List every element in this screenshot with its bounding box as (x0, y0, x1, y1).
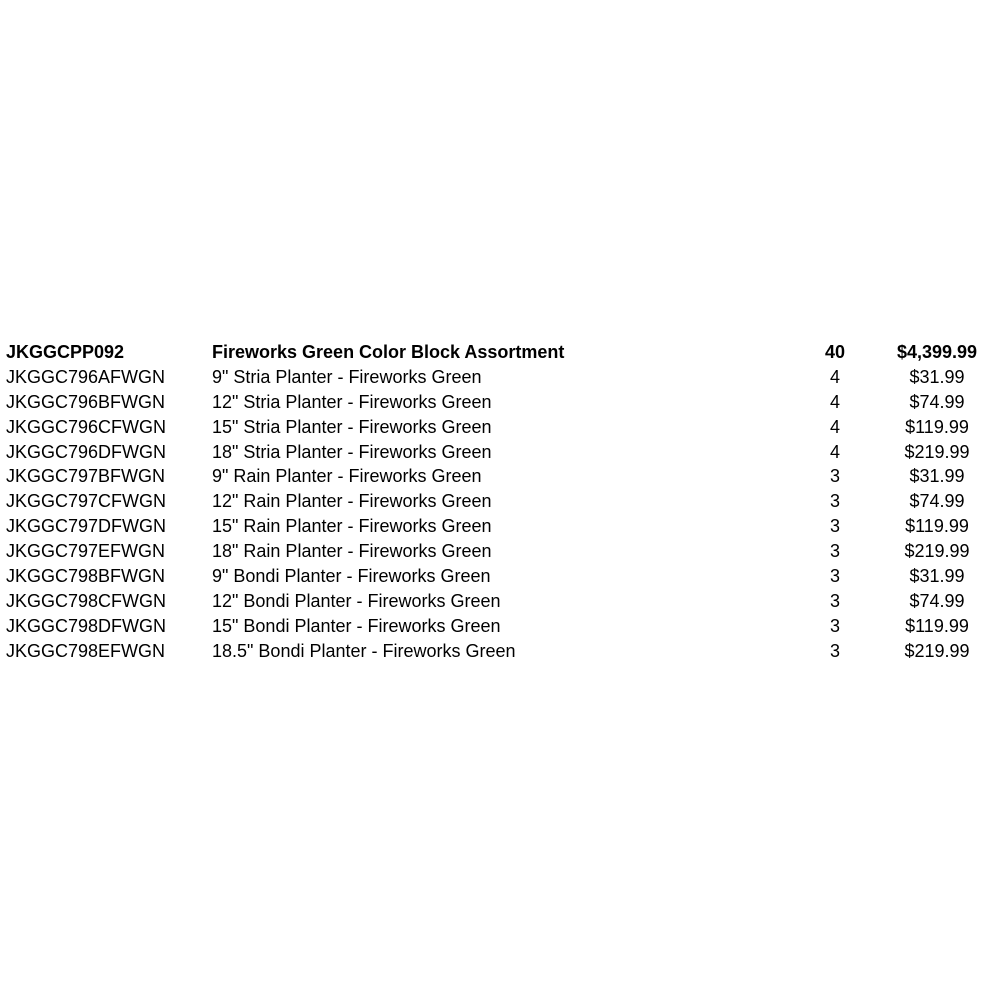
assortment-table (0, 340, 1000, 664)
item-description: 18" Stria Planter - Fireworks Green (212, 441, 492, 462)
item-quantity: 4 (829, 366, 840, 387)
item-description: 9" Bondi Planter - Fireworks Green (212, 566, 491, 587)
item-sku: JKGGC797EFWGN (6, 541, 166, 562)
assortment-description: Fireworks Green Color Block Assortment (212, 342, 565, 362)
item-sku: JKGGC798CFWGN (6, 590, 167, 611)
item-sku: JKGGC796AFWGN (6, 366, 166, 387)
table-row (0, 639, 1000, 664)
item-sku: JKGGC797CFWGN (6, 491, 167, 512)
item-price: $119.99 (905, 516, 969, 537)
item-description: 15" Bondi Planter - Fireworks Green (212, 615, 501, 636)
table-row (0, 614, 1000, 639)
item-description: 18" Rain Planter - Fireworks Green (212, 541, 492, 562)
table-row (0, 489, 1000, 514)
assortment-header-row (0, 340, 1000, 365)
table-row (0, 514, 1000, 539)
item-sku: JKGGC798DFWGN (6, 615, 167, 636)
item-quantity: 3 (829, 566, 840, 587)
item-description: 12" Bondi Planter - Fireworks Green (212, 590, 501, 611)
item-quantity: 4 (829, 441, 840, 462)
assortment-sku: JKGGCPP092 (6, 342, 125, 362)
item-description: 12" Rain Planter - Fireworks Green (212, 491, 492, 512)
item-sku: JKGGC798EFWGN (6, 640, 166, 661)
item-description: 9" Rain Planter - Fireworks Green (212, 466, 482, 487)
item-sku: JKGGC797BFWGN (6, 466, 166, 487)
item-description: 15" Rain Planter - Fireworks Green (212, 516, 492, 537)
table-row (0, 390, 1000, 415)
table-row (0, 365, 1000, 390)
item-price: $119.99 (905, 615, 969, 636)
item-price: $219.99 (904, 441, 970, 462)
table-row (0, 415, 1000, 440)
item-description: 9" Stria Planter - Fireworks Green (212, 366, 482, 387)
assortment-price: $4,399.99 (896, 342, 978, 362)
table-row (0, 539, 1000, 564)
item-price: $74.99 (909, 491, 965, 512)
item-quantity: 3 (829, 541, 840, 562)
item-quantity: 3 (829, 615, 840, 636)
item-price: $31.99 (909, 366, 965, 387)
assortment-quantity: 40 (824, 342, 846, 362)
item-quantity: 4 (829, 391, 840, 412)
item-price: $31.99 (909, 566, 965, 587)
item-sku: JKGGC796CFWGN (6, 416, 167, 437)
item-sku: JKGGC798BFWGN (6, 566, 166, 587)
item-description: 12" Stria Planter - Fireworks Green (212, 391, 492, 412)
item-quantity: 3 (829, 516, 840, 537)
item-price: $74.99 (909, 590, 965, 611)
item-quantity: 4 (829, 416, 840, 437)
item-quantity: 3 (829, 466, 840, 487)
table-row (0, 564, 1000, 589)
item-quantity: 3 (829, 491, 840, 512)
item-sku: JKGGC796DFWGN (6, 441, 167, 462)
table-row (0, 464, 1000, 489)
table-row (0, 589, 1000, 614)
item-price: $74.99 (909, 391, 965, 412)
table-row (0, 440, 1000, 465)
item-sku: JKGGC797DFWGN (6, 516, 167, 537)
item-price: $219.99 (904, 640, 970, 661)
item-quantity: 3 (829, 590, 840, 611)
item-quantity: 3 (829, 640, 840, 661)
item-sku: JKGGC796BFWGN (6, 391, 166, 412)
item-price: $219.99 (904, 541, 970, 562)
item-price: $119.99 (905, 416, 969, 437)
item-description: 15" Stria Planter - Fireworks Green (212, 416, 492, 437)
item-price: $31.99 (909, 466, 965, 487)
item-description: 18.5" Bondi Planter - Fireworks Green (212, 640, 516, 661)
